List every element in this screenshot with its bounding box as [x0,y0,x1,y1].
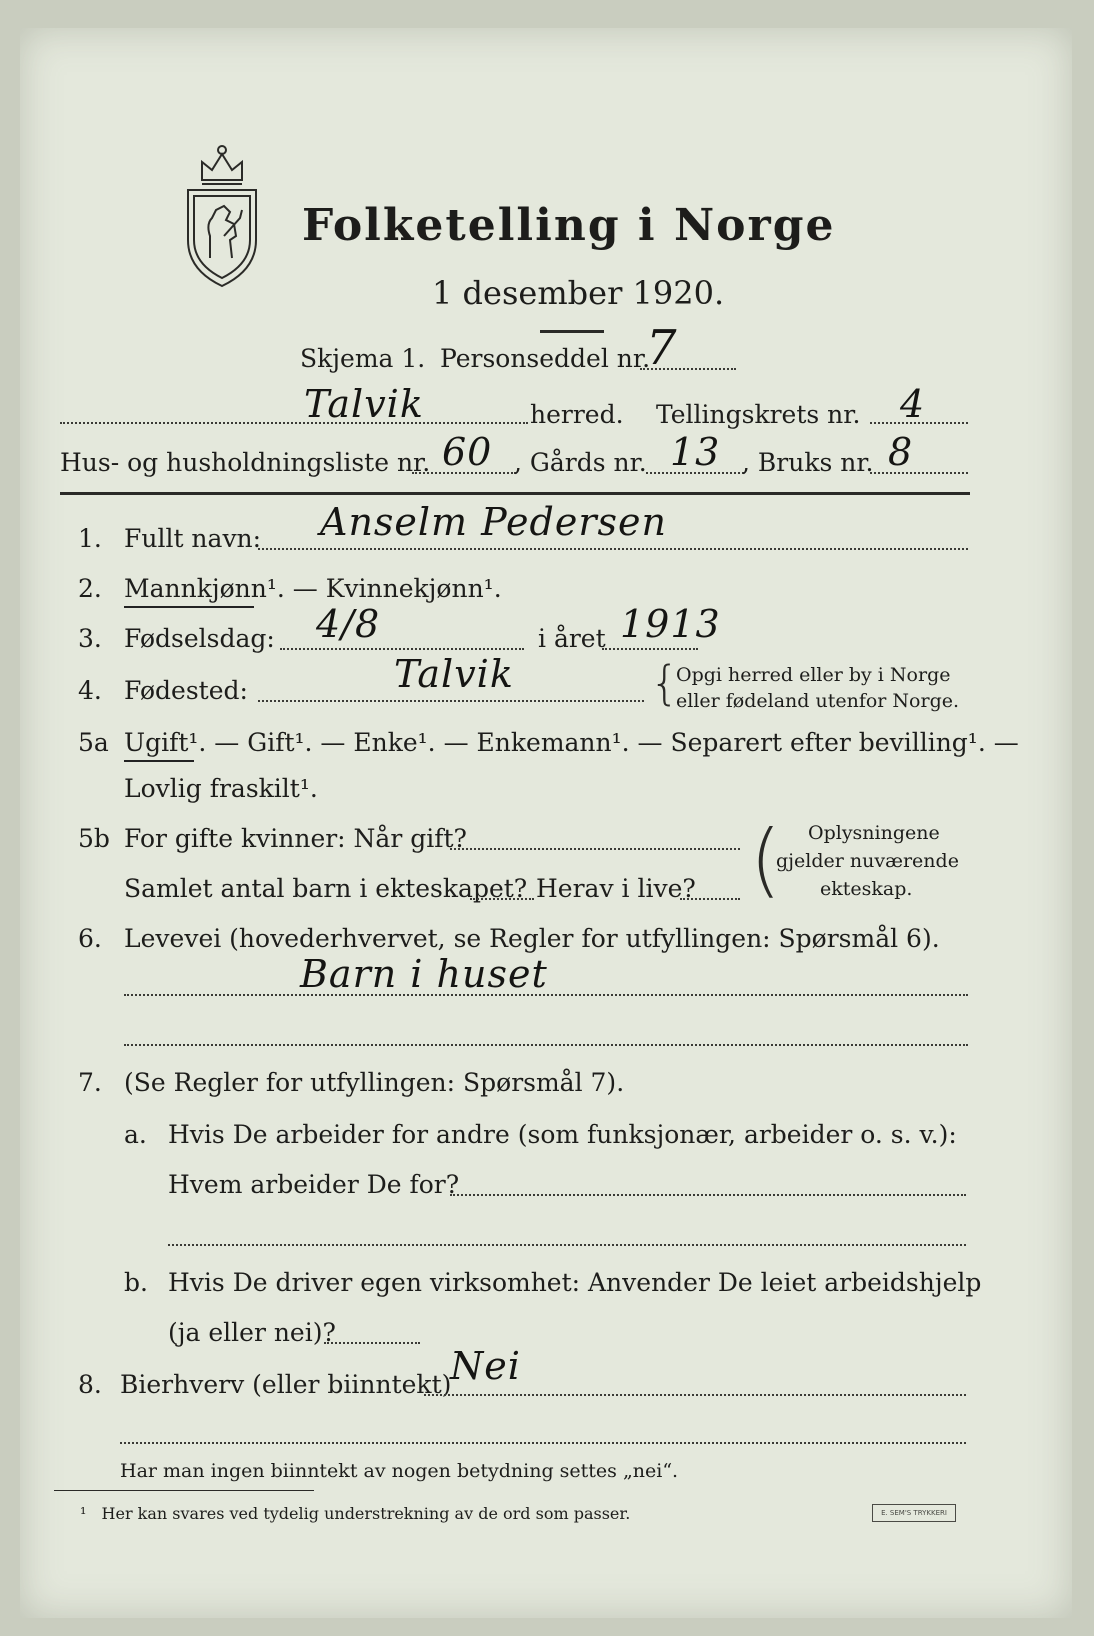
marriage-note-brace: ( [750,813,782,906]
census-date: 1 desember 1920. [432,274,725,312]
marriage-note-line2: gjelder nuværende [776,850,959,872]
tellingskrets-value: 4 [900,382,926,426]
gender-separator: — [284,574,326,603]
q1-label: Fullt navn: [124,524,262,553]
q7a-line2: Hvem arbeider De for? [168,1170,460,1199]
herred-label: herred. [530,400,624,429]
q8-label: Bierhverv (eller biinntekt) [120,1370,452,1399]
gards-value: 13 [670,430,721,474]
personseddel-value: 7 [646,320,678,376]
bruks-value: 8 [888,430,914,474]
q5b-children-label: Samlet antal barn i ekteskapet? [124,874,528,903]
personseddel-line [640,368,736,370]
birthplace-note-line2: eller fødeland utenfor Norge. [676,690,960,712]
q1-number: 1. [78,524,102,553]
birthplace-value: Talvik [394,652,514,696]
marriage-note-line1: Oplysningene [808,822,940,844]
birthplace-note-line1: Opgi herred eller by i Norge [676,664,951,686]
q7a-line1: Hvis De arbeider for andre (som funksjonær, arbeider o. s. v.): [168,1120,957,1149]
gards-line [646,472,744,474]
husliste-label: Hus- og husholdningsliste nr. [60,448,431,477]
husliste-value: 60 [442,430,493,474]
occupation-line-1 [124,994,968,996]
marriage-note-line3: ekteskap. [820,878,913,900]
ugift-underline-mark [124,760,194,762]
male-underline-mark [124,606,254,608]
footnote-divider [54,1490,314,1491]
q7b-line2: (ja eller nei)? [168,1318,336,1347]
other-marital-options: — Gift¹. — Enke¹. — Enkemann¹. — Separert efter bevilling¹. — [206,728,1019,757]
q6-label: Levevei (hovederhvervet, se Regler for utfyllingen: Spørsmål 6). [124,924,940,953]
ugift-option: Ugift¹. [124,728,207,757]
q5b-alive-label: Herav i live? [536,874,696,903]
birthplace-note-brace: { [650,656,680,710]
q7-number: 7. [78,1068,102,1097]
gards-label: , Gårds nr. [514,448,647,477]
q5b-number: 5b [78,824,110,853]
herred-value: Talvik [304,382,424,426]
q7b-number: b. [124,1268,148,1297]
q3-number: 3. [78,624,102,653]
census-form-sheet [20,28,1072,1618]
female-option: Kvinnekjønn¹. [325,574,502,603]
husliste-line [412,472,516,474]
side-income-line-2 [120,1442,966,1444]
employer-line-1 [450,1194,966,1196]
q6-number: 6. [78,924,102,953]
footnote-text: Her kan svares ved tydelig understrekning av de ord som passer. [101,1504,631,1523]
year-label: i året [538,624,606,653]
children-alive-line [680,898,740,900]
q4-label: Fødested: [124,676,248,705]
bruks-line [870,472,968,474]
birthplace-line [258,700,644,702]
tellingskrets-line [870,422,968,424]
q7-label: (Se Regler for utfyllingen: Spørsmål 7). [124,1068,625,1097]
q5a-number: 5a [78,728,109,757]
birthdate-line [280,648,524,650]
full-name-value: Anselm Pedersen [320,500,667,544]
married-when-line [450,848,740,850]
q3-label: Fødselsdag: [124,624,275,653]
skjema-label: Skjema 1. [300,344,426,373]
side-income-line-1 [424,1394,966,1396]
full-name-line [258,548,968,550]
tellingskrets-label: Tellingskrets nr. [656,400,861,429]
header-divider [60,492,970,495]
lovlig-fraskilt-option: Lovlig fraskilt¹. [124,774,318,803]
printer-stamp: E. SEM'S TRYKKERI [872,1504,956,1522]
footnote-mark: ¹ [80,1504,87,1523]
gender-options [124,574,502,604]
herred-line [60,422,528,424]
q5b-married-when-label: For gifte kvinner: Når gift? [124,824,467,853]
footnote [80,1504,630,1523]
q7b-line1: Hvis De driver egen virksomhet: Anvender De leiet arbeidshjelp [168,1268,982,1297]
q2-number: 2. [78,574,102,603]
q8-number: 8. [78,1370,102,1399]
birthdate-value: 4/8 [316,602,381,646]
norwegian-coat-of-arms-icon [180,140,264,290]
employer-line-2 [168,1244,966,1246]
bruks-label: , Bruks nr. [742,448,874,477]
birthyear-line [602,648,698,650]
personseddel-label: Personseddel nr. [440,344,651,373]
hired-help-line [324,1342,420,1344]
children-total-line [470,898,534,900]
q7a-number: a. [124,1120,147,1149]
occupation-line-2 [124,1044,968,1046]
form-title: Folketelling i Norge [302,200,836,251]
birthyear-value: 1913 [620,602,721,646]
title-divider [540,330,604,333]
marital-status-options [124,728,1019,758]
side-income-value: Nei [450,1344,521,1388]
nei-instruction: Har man ingen biinntekt av nogen betydning settes „nei“. [120,1460,679,1482]
occupation-value: Barn i huset [300,952,548,996]
q4-number: 4. [78,676,102,705]
male-option: Mannkjønn¹. [124,574,285,603]
